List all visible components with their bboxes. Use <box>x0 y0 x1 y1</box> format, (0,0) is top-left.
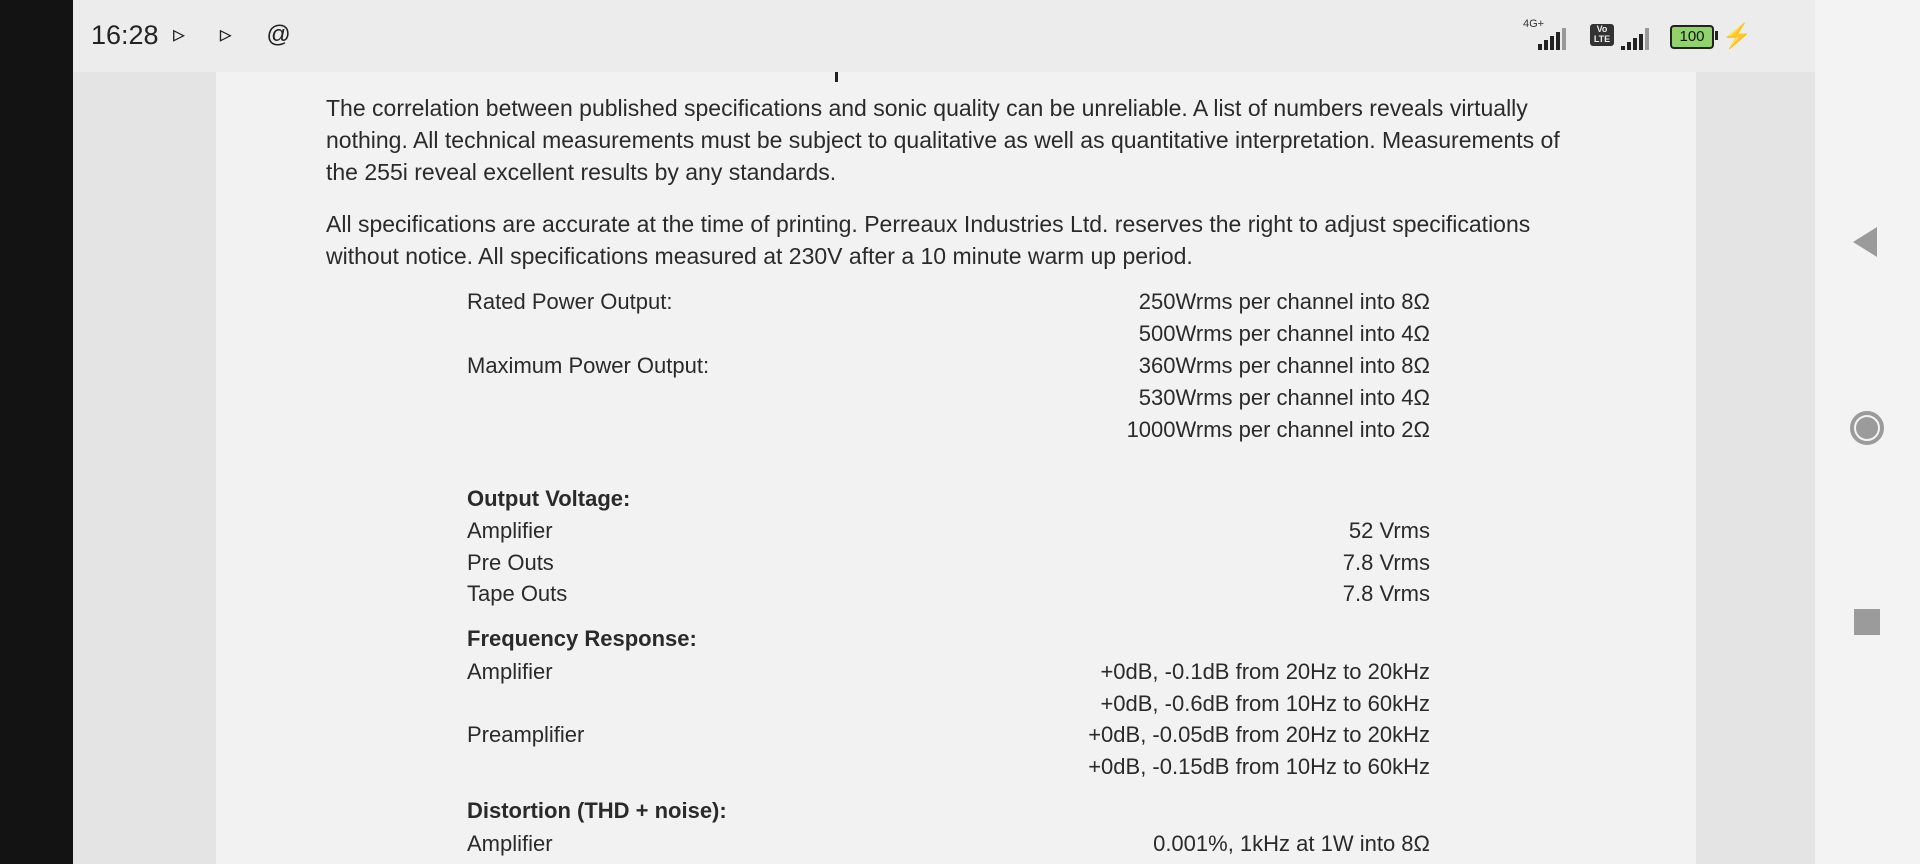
spec-label: Pre Outs <box>467 550 554 575</box>
spec-label: Amplifier <box>467 518 553 543</box>
network-type-label: 4G+ <box>1523 18 1545 30</box>
volte-icon: Vo LTE <box>1590 24 1614 46</box>
spec-value: 7.8 Vrms <box>1342 581 1430 606</box>
status-bar <box>73 0 1815 72</box>
paragraph-correlation: The correlation between published specifications and sonic quality can be unreliable. A list of numbers reveals virtually nothing. All technical measurements must be subject to qualitative as well as quantitative interpretation. Measurements of the 255i reveal excellent results by any standards. <box>326 95 1560 185</box>
specifications-table <box>467 72 1430 864</box>
recents-icon[interactable] <box>1854 609 1880 635</box>
spec-row <box>467 688 1430 720</box>
spec-value: +0dB, -0.6dB from 10Hz to 60kHz <box>1100 691 1430 716</box>
spec-label: Maximum Power Output: <box>467 353 710 378</box>
spec-label: Amplifier <box>467 659 553 684</box>
spec-value: 360Wrms per channel into 8Ω <box>1138 353 1430 378</box>
spec-value: 530Wrms per channel into 4Ω <box>1138 385 1430 410</box>
battery-icon: 100 <box>1670 25 1714 49</box>
navigation-bar <box>1815 0 1920 864</box>
back-icon[interactable] <box>1853 227 1877 257</box>
document-margin-left <box>73 72 216 864</box>
spec-heading-label: Output Voltage: <box>467 486 631 511</box>
spec-value: 7.8 Vrms <box>1342 550 1430 575</box>
spec-row <box>467 828 1430 860</box>
document-page[interactable] <box>216 72 1696 864</box>
battery-tip <box>1715 31 1718 40</box>
spec-section-heading <box>467 623 1430 655</box>
screen-left-bezel <box>0 0 73 864</box>
spec-value: 500Wrms per channel into 4Ω <box>1138 321 1430 346</box>
charging-icon: ⚡ <box>1722 23 1752 50</box>
spec-section-heading <box>467 795 1430 827</box>
spec-value: +0dB, -0.1dB from 20Hz to 20kHz <box>1100 659 1430 684</box>
spec-row <box>467 414 1430 446</box>
spec-label: Preamplifier <box>467 722 585 747</box>
spec-label: Tape Outs <box>467 581 568 606</box>
spec-value: +0dB, -0.05dB from 20Hz to 20kHz <box>1088 722 1430 747</box>
spec-row <box>467 318 1430 350</box>
status-right-icons <box>1523 18 1823 54</box>
spec-label: Rated Power Output: <box>467 289 673 314</box>
paragraph-accuracy: All specifications are accurate at the time of printing. Perreaux Industries Ltd. reserves the right to adjust specifications without notice. All specifications measured at 230V after a 10 minute warm up period. <box>326 211 1531 269</box>
spec-value: +0dB, -0.15dB from 10Hz to 60kHz <box>1088 754 1430 779</box>
spec-row <box>467 382 1430 414</box>
spec-row <box>467 350 1430 382</box>
spec-value: 52 Vrms <box>1348 518 1430 543</box>
spec-value: 0.001%, 1kHz at 1W into 8Ω <box>1153 831 1430 856</box>
spec-row <box>467 286 1430 318</box>
signal-strength-icon-2 <box>1621 28 1649 50</box>
spec-row <box>467 578 1430 610</box>
spec-row <box>467 515 1430 547</box>
spec-value: 250Wrms per channel into 8Ω <box>1138 289 1430 314</box>
spec-row <box>467 719 1430 751</box>
spec-heading-label: Distortion (THD + noise): <box>467 798 727 823</box>
spec-row <box>467 751 1430 783</box>
spec-value: 1000Wrms per channel into 2Ω <box>1126 417 1430 442</box>
document-margin-right <box>1696 72 1815 864</box>
signal-strength-icon <box>1538 28 1566 50</box>
spec-row <box>467 656 1430 688</box>
spec-label: Amplifier <box>467 831 553 856</box>
status-time: 16:28 <box>91 20 159 50</box>
screen <box>73 0 1815 864</box>
home-icon-inner <box>1856 417 1878 439</box>
spec-heading-label: Frequency Response: <box>467 626 697 651</box>
spec-row <box>467 547 1430 579</box>
notification-icons: ▹ ▹ @ <box>173 21 305 48</box>
spec-section-heading <box>467 483 1430 515</box>
